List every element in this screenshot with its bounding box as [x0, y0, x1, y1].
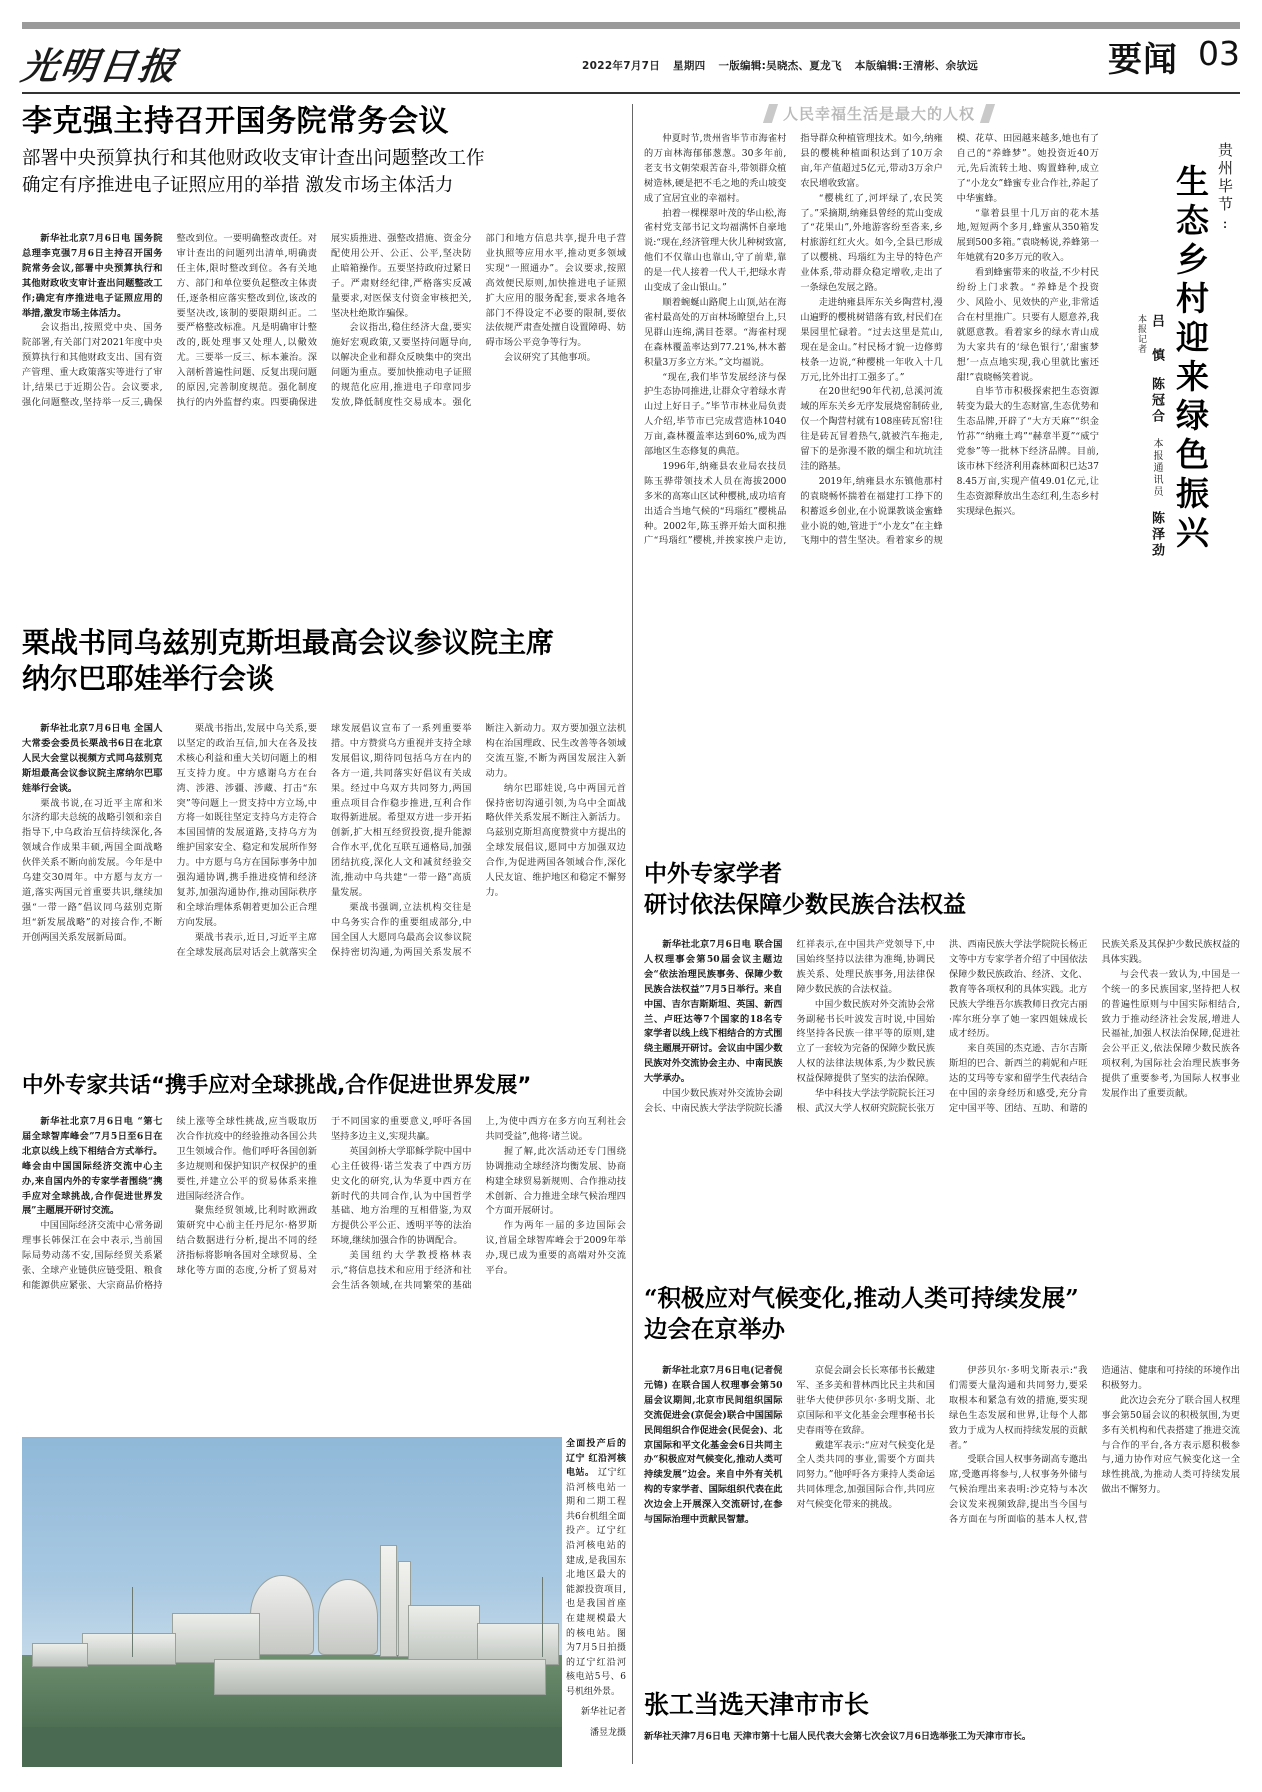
- feature-guizhou-body: [644, 132, 1099, 770]
- article-li-zhanshu-title-line2: 纳尔巴耶娃举行会谈: [22, 662, 275, 696]
- center-divider: [632, 104, 633, 1764]
- article-climate-body: [644, 1364, 1240, 1654]
- banner-slash-left-icon: [763, 104, 778, 123]
- masthead-meta: [582, 58, 1082, 73]
- byline-role-correspondent: 本报通讯员: [1151, 438, 1162, 498]
- feature-guizhou-title-block: [1108, 132, 1240, 772]
- photo-credit-2: 潘昱龙摄: [589, 1727, 626, 1738]
- paragraph: 与会代表一致认为,中国是一个统一的多民族国家,坚持把人权的普遍性原则与中国实际相结合,致力于推动经济社会发展,增进人民福祉,加强人权法治保障,促进社会公平正义,依法保障少数民族各项权利,为国际社会治理民族事务提供了重要参考,为国际人权事业发展作出了重要贡献。: [1101, 968, 1240, 1100]
- byline-role-reporter: 本报记者: [1136, 314, 1146, 354]
- section-title: 要闻: [1108, 40, 1178, 80]
- article-state-council-subtitle-2: 确定有序推进电子证照应用的举措 激发市场主体活力: [22, 174, 454, 196]
- paragraph: 栗战书说,在习近平主席和米尔济约耶夫总统的战略引领和亲自指导下,中乌政治互信持续深化,各领域合作成果丰硕,两国全面战略伙伴关系不断向前发展。今年是中乌建交30周年。中方愿与友方一道,落实两国元首重要共识,继续加强“一带一路”倡议同乌兹别克斯坦“新发展战略”的对接合作,不断开创两国关系发展新局面。: [22, 797, 163, 943]
- byline-name-2: 陈冠合: [1149, 377, 1164, 425]
- article-state-council-title: 李克强主持召开国务院常务会议: [22, 104, 449, 139]
- photo-building-4: [82, 1633, 176, 1665]
- article-mayor-body: [644, 1730, 1240, 1790]
- photo-building-5: [32, 1643, 88, 1667]
- article-think-tank-body: [22, 1115, 626, 1425]
- photo-building-2: [408, 1605, 480, 1663]
- photo-caption: [566, 1437, 626, 1741]
- masthead-date: 2022年7月7日: [582, 60, 661, 72]
- paragraph: 顺着蜿蜒山路爬上山顶,站在海雀村最高处的万亩林场瞭望台上,只见群山连绵,满目苍翠。“海雀村现在森林覆盖率达到77.21%,林木蓄积量3万多立方米。”文均福说。: [644, 296, 787, 368]
- masthead-rule: [22, 92, 1240, 94]
- article-climate-title-line2: 边会在京举办: [644, 1315, 785, 1344]
- paragraph: 在20世纪90年代初,总溪河流域的厍东关乡无序发展烧窑制砖业,仅一个陶营村就有108座砖瓦窑!往往是砖瓦冒着热气,就被汽车拖走,留下的是弥漫不散的烟尘和坑坑洼洼的路基。: [800, 386, 943, 472]
- paragraph: 中国少数民族对外交流协会副会长、中南民族大学法学院院长潘红祥表示,在中国共产党领导下,中国始终坚持以法律为准绳,协调民族关系、处理民族事务,用法律保障少数民族的合法权益。: [644, 939, 935, 1114]
- article-minority-rights: [644, 860, 1240, 1114]
- paragraph: 华中科技大学法学院院长汪习根、武汉大学人权研究院院长张万洪、西南民族大学法学院院长杨正文等中方专家学者介绍了中国依法保障少数民族政治、经济、文化、教育等各项权利的具体实践。北方民族大学维吾尔族教师日孜完古丽·库尔班分享了她一家四姐妹成长成才经历。: [796, 939, 1088, 1114]
- paragraph: 2019年,纳雍县水东镇他那村的袁晓畅怀揣着在福建打工挣下的积蓄返乡创业,在小说课教谈金蜜蜂业小说的她,管进于“小龙女”在主蜂飞翔中的营生坚决。看着家乡的规模、花草、田园越来越多,她也有了自己的“养蜂梦”。她投资近40万元,先后流转土地、购置蜂种,成立了“小龙女”蜂蜜专业合作社,养起了中华蜜蜂。: [800, 133, 1099, 547]
- feature-guizhou: [644, 132, 1240, 772]
- paragraph: 栗战书指出,发展中乌关系,要以坚定的政治互信,加大在各及技术核心利益和重大关切问题上的相互支持力度。中方感谢乌方在台湾、涉港、涉疆、涉藏、打击“东突”等问题上一贯支持中方立场,中方将一如既往坚定支持乌方走符合本国国情的发展道路,支持乌方为维护国家安全、稳定和发展所作努力。中方愿与乌方在国际事务中加强沟通协调,携手推进疫情和经济复苏,加强沟通协作,推动国际秩序和全球治理体系朝着更加公正合理方向发展。: [176, 723, 317, 928]
- paragraph: 栗战书强调,立法机构交往是中乌务实合作的重要组成部分,中国全国人大愿同乌最高会议参议院保持密切沟通,为两国关系发展不断注入新动力。双方要加强立法机构在治国理政、民生改善等各领域交流互鉴,不断为两国发展注入新动力。: [331, 723, 626, 958]
- byline-name-3: 陈泽劲: [1149, 511, 1164, 559]
- paragraph: 新华社北京7月6日电 联合国人权理事会第50届会议主题边会“依法治理民族事务、保障少数民族合法权益”7月5日举行。来自中国、吉尔吉斯斯坦、英国、新西兰、卢旺达等7个国家的18名专家学者以线上线下相结合的方式围绕主题展开研讨。会议由中国少数民族对外交流协会主办、中南民族大学承办。: [644, 939, 783, 1085]
- banner-text: 人民幸福生活是最大的人权: [782, 104, 975, 123]
- paragraph: 握了解,此次活动还专门围绕协调推动全球经济均衡发展、协商构建全球贸易新规则、合作推动技术创新、合力推进全球气候治理四个方面开展研讨。: [485, 1145, 626, 1217]
- paragraph: 会议研究了其他事项。: [503, 352, 596, 364]
- article-state-council: [22, 104, 626, 408]
- article-minority-rights-title-line1: 中外专家学者: [644, 860, 782, 887]
- paragraph: “靠着县里十几万亩的花木基地,短短两个多月,蜂蜜从350箱发展到500多箱。”袁晓畅说,养蜂第一年她就有20多万元的收入。: [956, 207, 1099, 264]
- photo-caption-bold-1: 全面投产后的辽宁: [566, 1439, 626, 1464]
- paragraph: 作为两年一届的多边国际会议,首届全球智库峰会于2009年举办,现已成为重要的高端对外交流平台。: [485, 1220, 626, 1277]
- article-climate-title-line1: “积极应对气候变化,推动人类可持续发展”: [644, 1284, 1079, 1312]
- photo-nuclear-plant: [22, 1437, 562, 1767]
- article-li-zhanshu-title-line1: 栗战书同乌兹别克斯坦最高会议参议院主席: [22, 626, 555, 659]
- photo-reactor-dome-2: [318, 1579, 378, 1655]
- paragraph: 此次边会充分了联合国人权理事会第50届会议的积极氛围,为更多有关机构和代表搭建了推进交流与合作的平台,各方表示愿积极参与,通力协作对应气候变化这一全球性挑战,为推动人类可持续发展做出不懈努力。: [1101, 1394, 1240, 1496]
- masthead: [18, 34, 1240, 88]
- paragraph: 伊莎贝尔·多明戈斯表示:“我们需要大量沟通和共同努力,要采取根本和紧急有效的措施,要实现绿色生态发展和世界,让每个人都致力于成为人权而持续发展的贡献者。”: [949, 1365, 1088, 1451]
- banner-slash-right-icon: [980, 104, 995, 123]
- paragraph: 新华社北京7月6日电(记者倪元锦) 在联合国人权理事会第50届会议期间,北京市民间组织国际交流促进会(京促会)联合中国国际民间组织合作促进会(民促会)、北京国际和平文化基金会6日共同主办“积极应对气候变化,推动人类可持续发展”边会。来自中外有关机构的专家学者、国际组织代表在此次边会上开展深入交流研讨,在参与国际治理中贡献民智慧。: [644, 1365, 783, 1526]
- paragraph: 聚焦经贸领域,比利时欧洲政策研究中心前主任丹尼尔·格罗斯结合数据进行分析,提出不同的经济指标将影响各国对全球贸易、全球化等方面的态度,分析了贸易对于不同国家的重要意义,呼吁各国坚持多边主义,实现共赢。: [176, 1116, 472, 1277]
- paragraph: 新华社北京7月6日电 国务院总理李克强7月6日主持召开国务院常务会议,部署中央预算执行和其他财政收支审计查出问题整改工作;确定有序推进电子证照应用的举措,激发市场主体活力。: [22, 233, 163, 319]
- masthead-weekday: 星期四: [673, 60, 706, 72]
- feature-guizhou-title: 生态乡村迎来绿色振兴: [1171, 164, 1210, 554]
- paragraph: 栗战书表示,近日,习近平主席在全球发展高层对话会上就落实全球发展倡议宣布了一系列重要举措。中方赞赏乌方重视并支持全球发展倡议,期待同包括乌方在内的各方一道,共同落实好倡议有关成果。经过中乌双方共同努力,两国重点项目合作稳步推进,互利合作取得新进展。希望双方进一步开拓创新,扩大相互经贸投资,提升能源合作水平,优化互联互通格局,加强团结抗疫,深化人文和减贫经验交流,推动中乌共建“一带一路”高质量发展。: [176, 723, 472, 958]
- paragraph: “樱桃红了,河坪绿了,农民笑了。”采摘期,纳雍县曾经的荒山变成了“花果山”,外地游客纷至沓来,乡村旅游红红火火。如今,全县已形成了以樱桃、玛瑙红为主导的特色产业体系,带动群众稳定增收,走出了一条绿色发展之路。: [800, 192, 943, 294]
- newspaper-logo: 光明日报: [18, 44, 181, 88]
- paragraph: 1996年,纳雍县农业局农技员陈玉骅带领技术人员在海拔2000多米的高寒山区试种樱桃,成功培育出适合当地气候的“玛瑙红”樱桃品种。2002年,陈玉骅开始大面积推广“玛瑙红”樱桃,并挨家挨户走访,指导群众种植管理技术。如今,纳雍县的樱桃种植面积达到了10万余亩,年产值超过5亿元,带动3万余户农民增收致富。: [644, 133, 943, 547]
- photo-pylon-1: [132, 1587, 133, 1657]
- paragraph: 自毕节市积极探索把生态资源转变为最大的生态财富,生态优势和生态品牌,开辟了“大方天麻”“织金竹荪”“纳雍土鸡”“赫章半夏”“威宁党参”等一批林下经济品牌。目前,该市林下经济利用森林面积已达378.45万亩,实现产值49.01亿元,让生态资源释放出生态红利,生态乡村实现绿色振兴。: [956, 386, 1099, 517]
- feature-guizhou-byline-names: [1147, 314, 1166, 559]
- photo-building-1: [172, 1613, 260, 1663]
- photo-pylon-2: [542, 1577, 543, 1657]
- page-number: 03: [1198, 34, 1240, 73]
- feature-guizhou-kicker: 贵州毕节:: [1216, 142, 1234, 235]
- paragraph: 京促会副会长长寒郁书长戴建军、圣多美和普林西比民主共和国驻华大使伊莎贝尔·多明戈斯、北京国际和平文化基金会理事秘书长史春雨等在致辞。: [796, 1365, 935, 1436]
- top-rule: [22, 22, 1240, 29]
- paragraph: 来自英国的杰克逊、吉尔吉斯斯坦的巴合、新西兰的莉妮和卢旺达的艾玛等专家和留学生代表结合在中国的亲身经历和感受,充分肯定中国平等、团结、互助、和谐的民族关系及其保护少数民族权益的具体实践。: [949, 939, 1240, 1114]
- paragraph: 看到蜂蜜带来的收益,不少村民纷纷上门求教。“养蜂是个投资少、风险小、见效快的产业,非常适合在村里推广。只要有人愿意养,我就愿意教。看着家乡的绿水青山成为大家共有的‘绿色银行’,‘甜蜜梦想’一点点地实现,我心里就比蜜还甜!”袁晓畅笑着说。: [956, 267, 1099, 383]
- paragraph: 中国国际经济交流中心常务副理事长韩保江在会中表示,当前国际局势动荡不安,国际经贸关系紧张、全球产业链供应链受阻、粮食和能源供应紧张、大宗商品价格持续上涨等全球性挑战,应当吸取历次合作抗疫中的经验推动各国公共卫生领域合作。他们呼吁各国创新多边规则和保护知识产权保护的重要性,并建立公平的贸易体系来推进国际经济合作。: [22, 1116, 317, 1291]
- paragraph: 会议指出,按照党中央、国务院部署,有关部门对2021年度中央预算执行和其他财政支出、国有资产管理、重大政策落实等进行了审计,结果已于近期公告。会议要求,强化问题整改,坚持举一反三,确保整改到位。一要明确整改责任。对审计查出的问题列出清单,明确责任主体,限时整改到位。各有关地方、部门和单位要负起整改主体责任,逐条相应落实整改到位,该改的要坚决改,该制的要限期纠正。二要严格整改标准。凡是明确审计整改的,既处理事又处理人,以儆效尤。三要举一反三、标本兼治。深入剖析普遍性问题、反复出现问题的原因,完善制度规范。强化制度执行的内外监督约束。四要确保进展实质推进、强整改措施、资金分配使用公开、公正、公平,坚决防止暗箱操作。五要坚持政府过紧日子。严肃财经纪律,严格落实反减量要求,对医保支付资金审核把关,坚决杜绝欺诈骗保。: [22, 233, 472, 408]
- paragraph: 拍着一棵棵翠叶茂的华山松,海雀村党支部书记文均福满怀自豪地说:“现在,经济管理大伙儿种树致富,他们不仅靠山也靠山,守了前辈,靠的是一代人接着一代人干,把绿水青山变成了金山银山。”: [644, 207, 787, 294]
- paragraph: 新华社天津7月6日电 天津市第十七届人民代表大会第七次会议7月6日选举张工为天津市市长。: [644, 1731, 1032, 1742]
- masthead-editor-page: 本版编辑:王清彬、余欤远: [854, 60, 979, 72]
- article-state-council-body: [22, 232, 626, 642]
- paragraph: 仲夏时节,贵州省毕节市海雀村的万亩林海郁郁葱葱。30多年前,老支书文朝荣艰苦奋斗,带领群众植树造林,硬是把不毛之地的秃山坡变成了宜居宜业的幸福村。: [644, 133, 787, 204]
- paragraph: 纳尔巴耶娃说,乌中两国元首保持密切沟通引领,为乌中全面战略伙伴关系发展不断注入新活力。乌兹别克斯坦高度赞赏中方提出的全球发展倡议,愿同中方加强双边合作,为促进两国各领域合作,深化人民友谊、维护地区和稳定不懈努力。: [485, 782, 626, 898]
- paragraph: 中国少数民族对外交流协会常务副秘书长叶波发言时说,中国始终坚持各民族一律平等的原则,建立了一套较为完备的保障少数民族人权的法律法规体系,为少数民族权益保障提供了坚实的法治保障。: [796, 998, 935, 1085]
- paragraph: 英国剑桥大学耶稣学院中国中心主任彼得·诺兰发表了中西方历史文化的研究,认为华夏中西方在新时代的共同合作,认为中国哲学基础、地方治理的互相借鉴,为双方提供公平公正、透明平等的法治环境,继续加强合作的协调配合。: [331, 1145, 472, 1247]
- article-mayor-title: 张工当选天津市市长: [644, 1690, 870, 1719]
- paragraph: 走进纳雍县厍东关乡陶营村,漫山遍野的樱桃树错落有致,村民们在果园里忙碌着。“过去这里是荒山,现在是金山。”村民杨才貌一边修剪枝条一边说,“种樱桃一年收入十几万元,比外出打工强多了。”: [800, 296, 943, 383]
- paragraph: 会议指出,稳住经济大盘,要实施好宏观政策,又要坚持问题导向,以解决企业和群众反映集中的突出问题为重点。要加快推动电子证照的规范化应用,推进电子印章同步发放,降低制度性交易成本。强化部门和地方信息共享,提升电子营业执照等应用水平,推动更多领域实现“一照通办”。会议要求,按照高效便民原则,加快推进电子证照扩大应用的服务配套,要求各地各部门不得设定不必要的限制,要依法依规严肃查处擅自设置障碍、妨碍市场公平竞争等行为。: [331, 233, 626, 408]
- paragraph: “现在,我们毕节发展经济与保护生态协同推进,让群众守着绿水青山过上好日子。”毕节市林业局负责人介绍,毕节市已完成营造林1040万亩,森林覆盖率达到60%,成为西部地区生态修复的典范。: [644, 371, 787, 458]
- article-think-tank: [22, 1073, 626, 1291]
- article-state-council-subtitle-1: 部署中央预算执行和其他财政收支审计查出问题整改工作: [22, 147, 485, 169]
- article-climate: [644, 1284, 1240, 1526]
- human-rights-banner: [644, 100, 1114, 126]
- photo-caption-bold-2: 红沿河核电站。: [566, 1453, 626, 1479]
- article-li-zhanshu: [22, 626, 626, 958]
- byline-name-1: 吕 慎: [1149, 314, 1164, 364]
- article-mayor: [644, 1690, 1240, 1742]
- paragraph: 新华社北京7月6日电 全国人大常委会委员长栗战书6日在北京人民大会堂以视频方式同乌兹别克斯坦最高会议参议院主席纳尔巴耶娃举行会谈。: [22, 723, 163, 794]
- masthead-editor-front: 一版编辑:吴晓杰、夏龙飞: [718, 60, 842, 72]
- photo-ground: [22, 1727, 562, 1767]
- photo-stack-1: [380, 1545, 397, 1657]
- article-li-zhanshu-body: [22, 722, 626, 1052]
- photo-credit-1: 新华社记者: [580, 1707, 626, 1718]
- paragraph: 戴建军表示:“应对气候变化是全人类共同的事业,需要个方面共同努力。”他呼吁各方秉持人类命运共同体理念,加强国际合作,共同应对气候变化带来的挑战。: [796, 1439, 935, 1511]
- article-minority-rights-body: [644, 938, 1240, 1208]
- paragraph: 新华社北京7月6日电 “第七届全球智库峰会”7月5日至6日在北京以线上线下相结合方式举行。峰会由中国国际经济交流中心主办,来自国内外的专家学者围绕“携手应对全球挑战,合作促进世界发展”主题展开研讨交流。: [22, 1116, 163, 1217]
- photo-caption-body: 辽宁红沿河核电站一期和二期工程共6台机组全面投产。辽宁红沿河核电站的建成,是我国东北地区最大的能源投资项目,也是我国首座在建规模最大的核电站。图为7月5日拍摄的辽宁红沿河核电站5号、6号机组外景。: [566, 1468, 626, 1697]
- paragraph: 受联合国人权事务副高专邀出席,受邀再将参与,人权事务外储与气候治理出来表明:沙克特与本次会议发来视频致辞,提出当今国与各方面在与所面临的基本人权,营造通洁、健康和可持续的环境作出积极努力。: [949, 1365, 1240, 1526]
- photo-building-6: [214, 1659, 546, 1695]
- article-think-tank-title: 中外专家共话“携手应对全球挑战,合作促进世界发展”: [22, 1073, 532, 1098]
- article-minority-rights-title-line2: 研讨依法保障少数民族合法权益: [644, 890, 966, 918]
- paragraph: 美国纽约大学教授格林表示,“将信息技术和应用于经济和社会生活各领域,在共同繁荣的基础上,为使中西方在多方向互利社会共同受益”,他将·诸兰说。: [331, 1116, 626, 1291]
